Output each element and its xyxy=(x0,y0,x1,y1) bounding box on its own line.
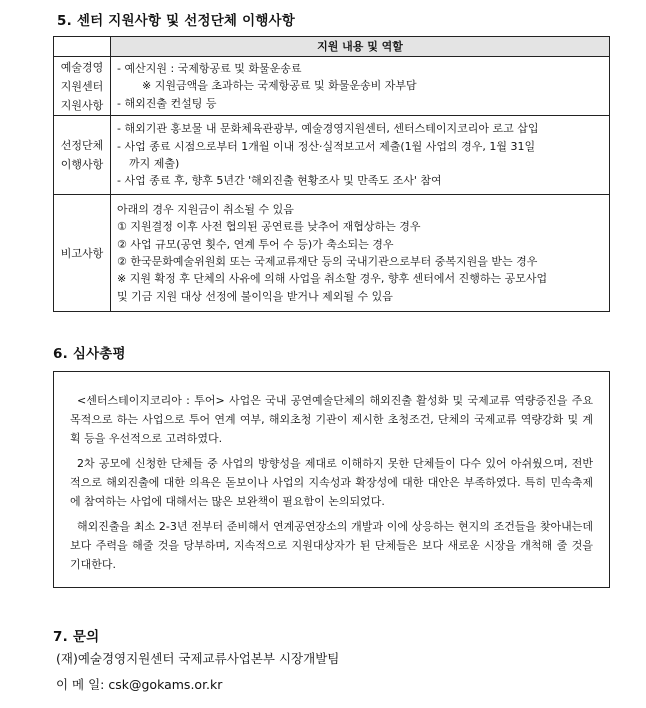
review-paragraph: <센터스테이지코리아 : 투어> 사업은 국내 공연예술단체의 해외진출 활성화 및 국제교류 역량증진을 주요 목적으로 하는 사업으로 투어 연계 여부, 해외초청 기관이 제시한 초청조건, 단체의 국제교류 역량강화 및 계획 등을 우선적으로 고려하였다. xyxy=(70,394,593,445)
review-paragraph: 해외진출을 최소 2-3년 전부터 준비해서 연계공연장소의 개발과 이에 상응하는 현지의 조건들을 찾아내는데 보다 주력을 해줄 것을 당부하며, 지속적으로 지원대상자가 된 단체들은 보다 새로운 시장을 개척해 줄 것을 기대한다. xyxy=(70,520,593,571)
content-line: 및 기금 지원 대상 선정에 불이익을 받거나 제외될 수 있음 xyxy=(117,289,393,303)
content-line: ※ 지원금액을 초과하는 국제항공료 및 화물운송비 자부담 xyxy=(142,79,417,93)
row-category xyxy=(54,57,111,116)
support-table xyxy=(53,36,610,312)
review-summary-box xyxy=(53,371,610,588)
content-line: - 사업 종료 후, 향후 5년간 '해외진출 현황조사 및 만족도 조사' 참여 xyxy=(117,174,442,188)
contact-org: (재)예술경영지원센터 국제교류사업본부 시장개발팀 xyxy=(56,651,340,666)
content-line: ② 사업 규모(공연 횟수, 연계 투어 수 등)가 축소되는 경우 xyxy=(117,237,394,251)
content-line: - 해외기관 홍보물 내 문화체육관광부, 예술경영지원센터, 센터스테이지코리아 로고 삽입 xyxy=(117,122,539,136)
contact-email-row xyxy=(56,675,222,693)
table-row xyxy=(54,116,610,195)
category-line: 지원사항 xyxy=(60,98,104,112)
category-line: 지원센터 xyxy=(60,79,104,93)
header-blank-cell xyxy=(54,37,111,57)
row-content xyxy=(111,194,610,311)
section6-title: 6. 심사총평 xyxy=(53,346,126,362)
content-line: 아래의 경우 지원금이 취소될 수 있음 xyxy=(117,202,294,216)
table-header-row xyxy=(54,37,610,57)
section5-title: 5. 센터 지원사항 및 선정단체 이행사항 xyxy=(57,13,296,29)
content-line: ① 지원결정 이후 사전 협의된 공연료를 낮추어 재협상하는 경우 xyxy=(117,220,421,234)
row-content xyxy=(111,116,610,195)
table-row xyxy=(54,57,610,116)
table-header: 지원 내용 및 역할 xyxy=(111,37,610,57)
email-address[interactable]: csk@gokams.or.kr xyxy=(108,677,223,692)
table-row xyxy=(54,194,610,311)
row-category xyxy=(54,116,111,195)
content-line: ※ 지원 확정 후 단체의 사유에 의해 사업을 취소할 경우, 향후 센터에서 진행하는 공모사업 xyxy=(117,272,548,286)
category-line: 예술경영 xyxy=(60,60,104,74)
row-content xyxy=(111,57,610,116)
content-line: - 예산지원 : 국제항공료 및 화물운송료 xyxy=(117,62,302,75)
content-line: - 해외진출 컨설팅 등 xyxy=(117,96,217,110)
review-paragraph: 2차 공모에 신청한 단체들 중 사업의 방향성을 제대로 이해하지 못한 단체들이 다수 있어 아쉬웠으며, 전반적으로 해외진출에 대한 의욕은 돋보이나 사업의 지속성과 확장성에 대한 대안은 부족하였다. 특히 민속축제에 참여하는 사업에 대해서는 많은 보완책이 필요함이 논의되었다. xyxy=(70,457,593,508)
content-line: - 사업 종료 시점으로부터 1개월 이내 정산·실적보고서 제출(1월 사업의 경우, 1월 31일 xyxy=(117,139,536,153)
content-line: 까지 제출) xyxy=(129,157,180,171)
row-category xyxy=(54,194,111,311)
category-line: 이행사항 xyxy=(60,158,104,172)
section7-title: 7. 문의 xyxy=(53,629,100,645)
email-label: 이 메 일: xyxy=(56,677,105,692)
category-line: 선정단체 xyxy=(60,139,104,153)
category-line: 비고사항 xyxy=(60,246,104,260)
content-line: ② 한국문화예술위원회 또는 국제교류재단 등의 국내기관으로부터 중복지원을 받는 경우 xyxy=(117,255,538,269)
